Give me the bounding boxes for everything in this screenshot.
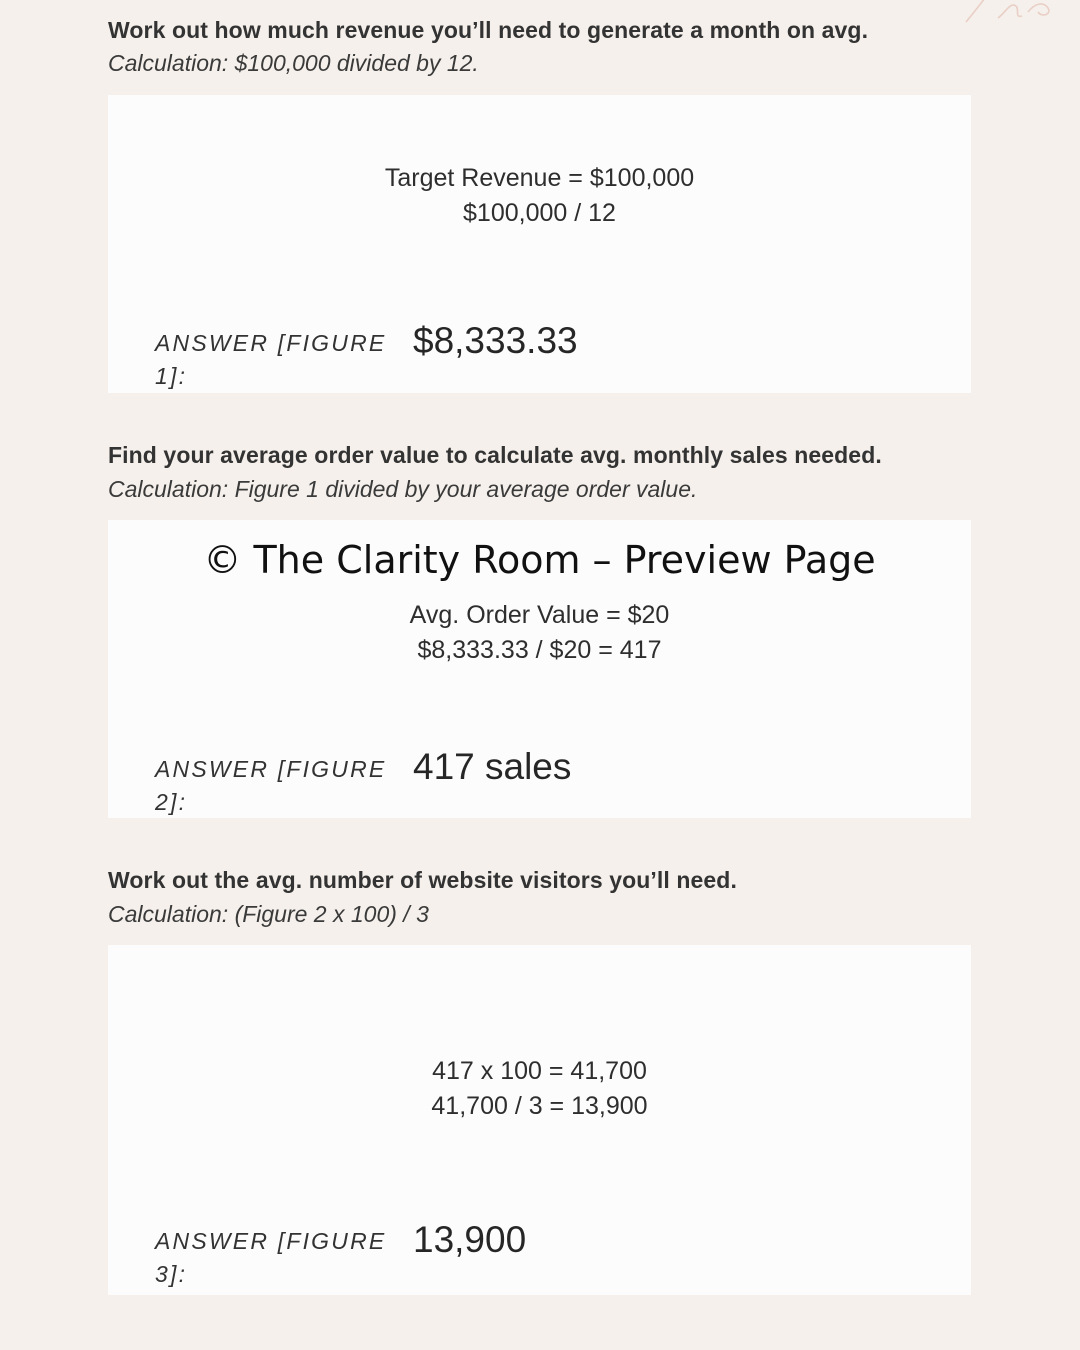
- decorative-script-mark: [958, 0, 1068, 32]
- answer-label: ANSWER [FIGURE 3]:: [155, 1228, 387, 1287]
- section-1-card: [108, 95, 971, 393]
- section-2-calculation: Calculation: Figure 1 divided by your average order value.: [108, 476, 698, 502]
- answer-label: ANSWER [FIGURE 1]:: [155, 330, 387, 389]
- answer-value: $8,333.33: [413, 320, 578, 361]
- section-2-calc-lines: [108, 598, 971, 668]
- section-2-heading: Find your average order value to calculate avg. monthly sales needed.: [108, 442, 882, 468]
- section-1-heading: Work out how much revenue you’ll need to generate a month on avg.: [108, 17, 869, 43]
- section-1-calculation: Calculation: $100,000 divided by 12.: [108, 50, 479, 76]
- calc-line: $8,333.33 / $20 = 417: [417, 636, 662, 664]
- section-2-card: [108, 520, 971, 818]
- calc-line: 417 x 100 = 41,700: [432, 1057, 647, 1085]
- answer-value: 13,900: [413, 1219, 527, 1260]
- section-3-heading: Work out the avg. number of website visitors you’ll need.: [108, 867, 737, 893]
- calc-line: Target Revenue = $100,000: [384, 164, 695, 192]
- section-3-calc-lines: [108, 1054, 971, 1124]
- section-3-card: [108, 945, 971, 1295]
- section-1-calc-lines: [108, 161, 971, 231]
- calc-line: Avg. Order Value = $20: [409, 601, 670, 629]
- calc-line: 41,700 / 3 = 13,900: [431, 1092, 648, 1120]
- preview-watermark: © The Clarity Room – Preview Page: [203, 538, 876, 582]
- answer-value: 417 sales: [413, 746, 572, 787]
- answer-label: ANSWER [FIGURE 2]:: [155, 756, 387, 815]
- section-3-calculation: Calculation: (Figure 2 x 100) / 3: [108, 901, 429, 927]
- calc-line: $100,000 / 12: [463, 199, 616, 227]
